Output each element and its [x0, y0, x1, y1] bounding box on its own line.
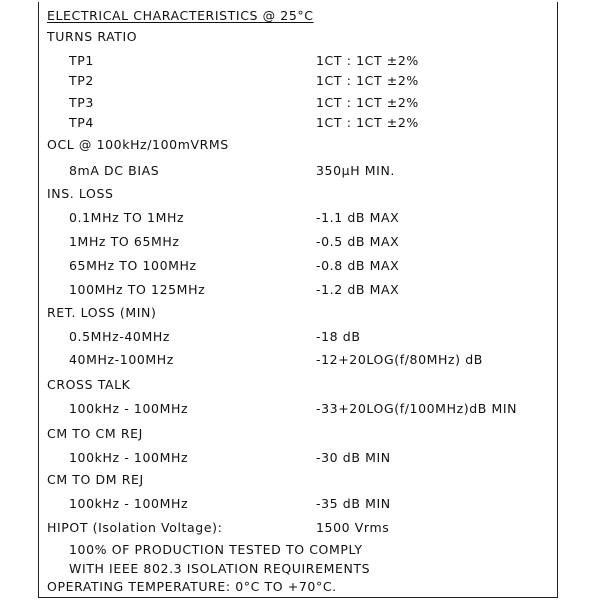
cm-cm-rej-row-value: -30 dB MIN: [316, 450, 391, 465]
ret-loss-row-value: -18 dB: [316, 329, 361, 344]
ins-loss-heading: INS. LOSS: [47, 186, 114, 201]
ins-loss-row-value: -0.5 dB MAX: [316, 234, 400, 249]
ret-loss-heading: RET. LOSS (MIN): [47, 305, 157, 320]
cross-talk-row-label: 100kHz - 100MHz: [69, 401, 189, 416]
turns-ratio-tp1-value: 1CT : 1CT ±2%: [316, 53, 419, 68]
ret-loss-row-value: -12+20LOG(f/80MHz) dB: [316, 352, 483, 367]
ins-loss-row-value: -0.8 dB MAX: [316, 258, 400, 273]
ret-loss-row-label: 0.5MHz-40MHz: [69, 329, 170, 344]
ocl-bias-value: 350µH MIN.: [316, 163, 395, 178]
turns-ratio-heading: TURNS RATIO: [47, 29, 138, 44]
hipot-note-line2: WITH IEEE 802.3 ISOLATION REQUIREMENTS: [69, 561, 371, 576]
cm-dm-rej-row-label: 100kHz - 100MHz: [69, 496, 189, 511]
spec-title: ELECTRICAL CHARACTERISTICS @ 25°C: [47, 8, 314, 23]
turns-ratio-tp4-value: 1CT : 1CT ±2%: [316, 115, 419, 130]
cross-talk-heading: CROSS TALK: [47, 377, 131, 392]
ins-loss-row-label: 100MHz TO 125MHz: [69, 282, 206, 297]
cm-dm-rej-row-value: -35 dB MIN: [316, 496, 391, 511]
turns-ratio-tp3-label: TP3: [69, 95, 94, 110]
hipot-label: HIPOT (Isolation Voltage):: [47, 520, 223, 535]
hipot-note-line1: 100% OF PRODUCTION TESTED TO COMPLY: [69, 542, 363, 557]
turns-ratio-tp1-label: TP1: [69, 53, 94, 68]
cm-cm-rej-row-label: 100kHz - 100MHz: [69, 450, 189, 465]
ins-loss-row-label: 1MHz TO 65MHz: [69, 234, 180, 249]
turns-ratio-tp4-label: TP4: [69, 115, 94, 130]
ocl-heading: OCL @ 100kHz/100mVRMS: [47, 137, 229, 152]
operating-temperature: OPERATING TEMPERATURE: 0°C TO +70°C.: [47, 579, 337, 594]
hipot-value: 1500 Vrms: [316, 520, 390, 535]
ins-loss-row-label: 0.1MHz TO 1MHz: [69, 210, 185, 225]
cm-cm-rej-heading: CM TO CM REJ: [47, 426, 143, 441]
cm-dm-rej-heading: CM TO DM REJ: [47, 472, 144, 487]
ins-loss-row-value: -1.2 dB MAX: [316, 282, 400, 297]
ins-loss-row-label: 65MHz TO 100MHz: [69, 258, 197, 273]
ocl-bias-label: 8mA DC BIAS: [69, 163, 160, 178]
turns-ratio-tp3-value: 1CT : 1CT ±2%: [316, 95, 419, 110]
ins-loss-row-value: -1.1 dB MAX: [316, 210, 400, 225]
turns-ratio-tp2-label: TP2: [69, 73, 94, 88]
ret-loss-row-label: 40MHz-100MHz: [69, 352, 174, 367]
turns-ratio-tp2-value: 1CT : 1CT ±2%: [316, 73, 419, 88]
cross-talk-row-value: -33+20LOG(f/100MHz)dB MIN: [316, 401, 518, 416]
